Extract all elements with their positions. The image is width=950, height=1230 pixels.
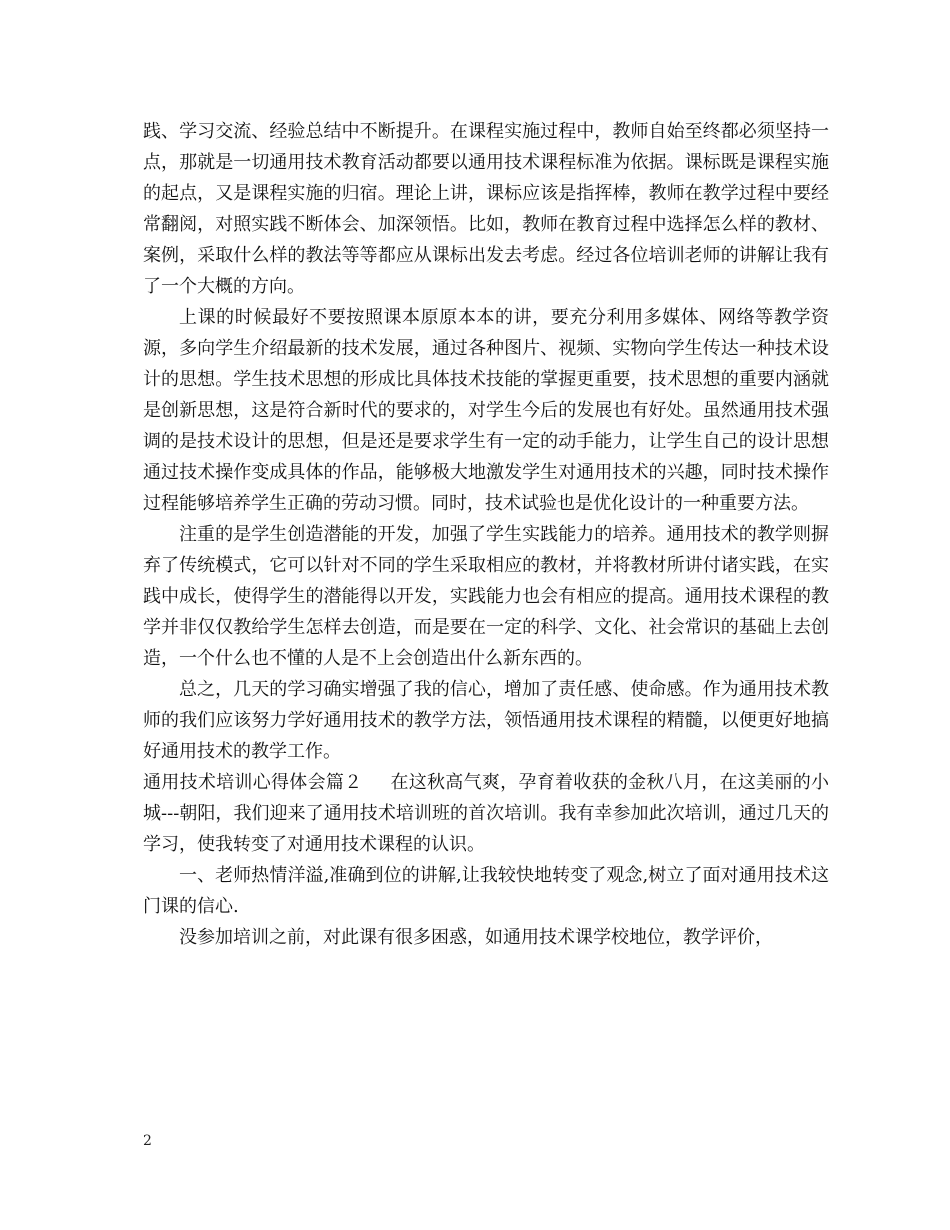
paragraph-4: 总之，几天的学习确实增强了我的信心，增加了责任感、使命感。作为通用技术教师的我们应该努力学好通用技术的教学方法，领悟通用技术课程的精髓，以便更好地搞好通用技术的教学工作。: [143, 679, 829, 762]
paragraph-3: 注重的是学生创造潜能的开发，加强了学生实践能力的培养。通用技术的教学则摒弃了传统模式，它可以针对不同的学生采取相应的教材，并将教材所讲付诸实践，在实践中成长，使得学生的潜能得以开发，实践能力也会有相应的提高。通用技术课程的教学并非仅仅教给学生怎样去创造，而是要在一定的科学、文化、社会常识的基础上去创造，一个什么也不懂的人是不上会创造出什么新东西的。: [143, 524, 829, 669]
section-paragraph-text: 在这秋高气爽，孕育着收获的金秋八月，在这美丽的小城---朝阳，我们迎来了通用技术培训班的首次培训。我有幸参加此次培训，通过几天的学习，使我转变了对通用技术课程的认识。: [143, 772, 830, 855]
paragraph-1: 践、学习交流、经验总结中不断提升。在课程实施过程中，教师自始至终都必须坚持一点，那就是一切通用技术教育活动都要以通用技术课程标准为依据。课标既是课程实施的起点，又是课程实施的归宿。理论上讲，课标应该是指挥棒，教师在教学过程中要经常翻阅，对照实践不断体会、加深领悟。比如，教师在教育过程中选择怎么样的教材、案例，采取什么样的教法等等都应从课标出发去考虑。经过各位培训老师的讲解让我有了一个大概的方向。: [143, 121, 829, 297]
paragraph-2: 上课的时候最好不要按照课本原原本本的讲，要充分利用多媒体、网络等教学资源，多向学生介绍最新的技术发展，通过各种图片、视频、实物向学生传达一种技术设计的思想。学生技术思想的形成比具体技术技能的掌握更重要，技术思想的重要内涵就是创新思想，这是符合新时代的要求的，对学生今后的发展也有好处。虽然通用技术强调的是技术设计的思想，但是还是要求学生有一定的动手能力，让学生自己的设计思想通过技术操作变成具体的作品，能够极大地激发学生对通用技术的兴趣，同时技术操作过程能够培养学生正确的劳动习惯。同时，技术试验也是优化设计的一种重要方法。: [143, 307, 829, 514]
document-body: [143, 116, 829, 953]
paragraph-6: 没参加培训之前，对此课有很多困惑，如通用技术课学校地位，教学评价，: [179, 927, 773, 948]
section-paragraph: [143, 767, 829, 860]
paragraph-5: 一、老师热情洋溢,准确到位的讲解,让我较快地转变了观念,树立了面对通用技术这门课的信心.: [143, 865, 829, 917]
section-heading: 通用技术培训心得体会篇２: [143, 772, 363, 793]
page-number: 2: [143, 1133, 152, 1149]
